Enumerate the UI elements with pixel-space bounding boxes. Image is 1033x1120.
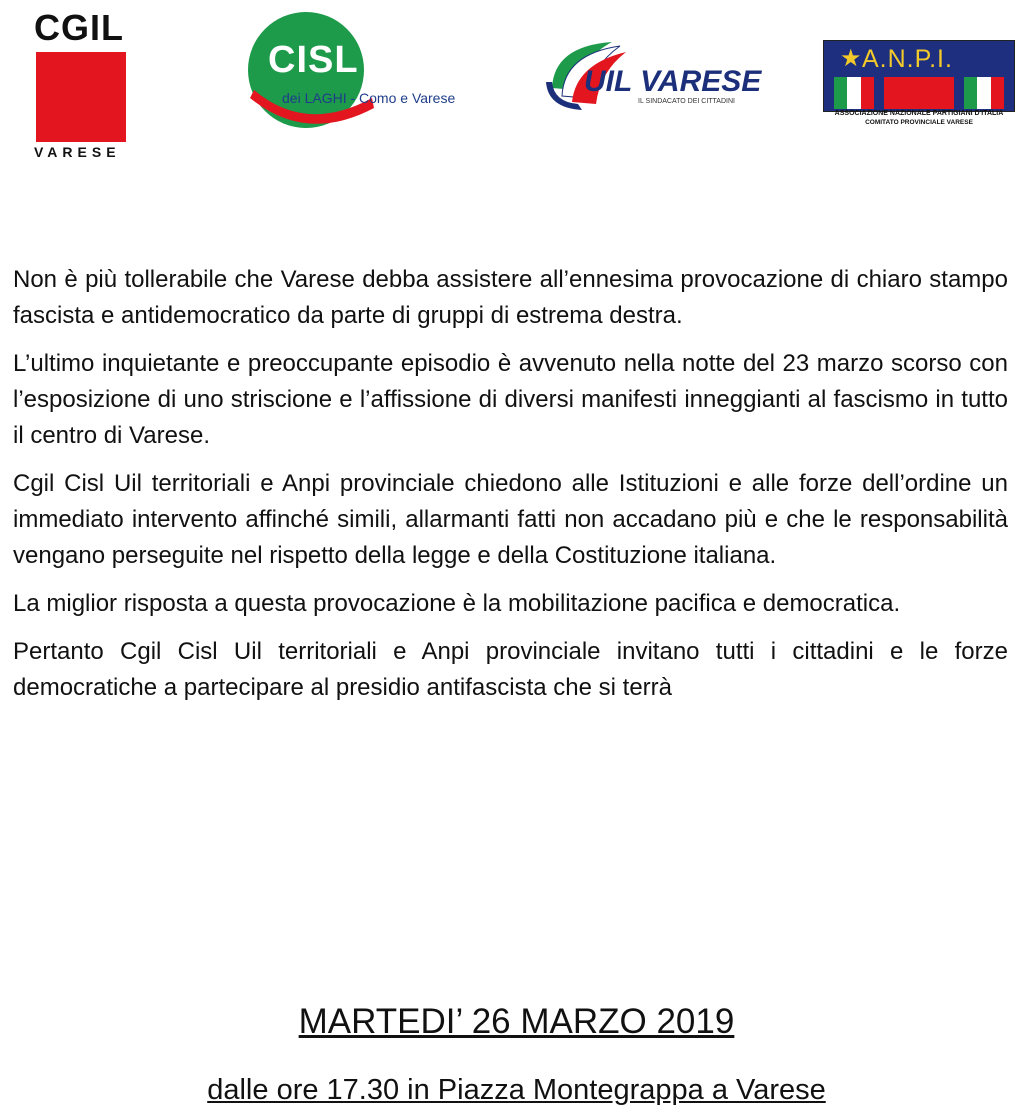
cisl-subtitle: dei LAGHI - Como e Varese xyxy=(282,90,456,106)
paragraph: Cgil Cisl Uil territoriali e Anpi provinciale chiedono alle Istituzioni e alle forze dell’ordine un immediato intervento affinché simili, allarmanti fatti non accadano più e che le responsabilità vengano perseguite nel rispetto della legge e della Costituzione italiana. xyxy=(13,470,1008,569)
italian-flag-icon xyxy=(834,77,874,109)
event-date: MARTEDI’ 26 MARZO 2019 xyxy=(298,1002,735,1041)
anpi-caption-line2: COMITATO PROVINCIALE VARESE xyxy=(865,119,973,126)
anpi-caption-line1: ASSOCIAZIONE NAZIONALE PARTIGIANI D'ITALIA xyxy=(834,110,1004,117)
uil-wordmark: UIL VARESE xyxy=(584,65,762,98)
star-icon: ★ xyxy=(840,45,862,72)
logo-header xyxy=(0,0,1033,160)
anpi-red-band xyxy=(884,77,954,109)
paragraph: L’ultimo inquietante e preoccupante episodio è avvenuto nella notte del 23 marzo scorso con l’esposizione di uno striscione e l’affissione di diversi manifesti inneggianti al fascismo in tutto il centro di Varese. xyxy=(13,350,1008,449)
anpi-panel xyxy=(823,40,1015,112)
paragraph: La miglior risposta a questa provocazione è la mobilitazione pacifica e democratica. xyxy=(13,590,901,617)
uil-logo xyxy=(542,38,762,118)
paragraph: Pertanto Cgil Cisl Uil territoriali e Anpi provinciale invitano tutti i cittadini e le forze democratiche a partecipare al presidio antifascista che si terrà xyxy=(13,638,1008,701)
statement-body xyxy=(13,262,1008,718)
paragraph: Non è più tollerabile che Varese debba assistere all’ennesima provocazione di chiaro stampo fascista e antidemocratico da parte di gruppi di estrema destra. xyxy=(13,266,1008,329)
anpi-wordmark: A.N.P.I. xyxy=(862,45,953,73)
cisl-wordmark: CISL xyxy=(268,39,359,81)
uil-tagline: IL SINDACATO DEI CITTADINI xyxy=(638,98,735,105)
cgil-red-square xyxy=(36,52,126,142)
cgil-city: VARESE xyxy=(34,144,121,160)
italian-flag-icon xyxy=(964,77,1004,109)
event-place: dalle ore 17.30 in Piazza Montegrappa a Varese xyxy=(207,1074,826,1106)
cisl-logo xyxy=(246,12,466,132)
cgil-wordmark: CGIL xyxy=(34,7,124,48)
cgil-logo xyxy=(32,7,128,160)
anpi-logo xyxy=(823,40,1015,135)
